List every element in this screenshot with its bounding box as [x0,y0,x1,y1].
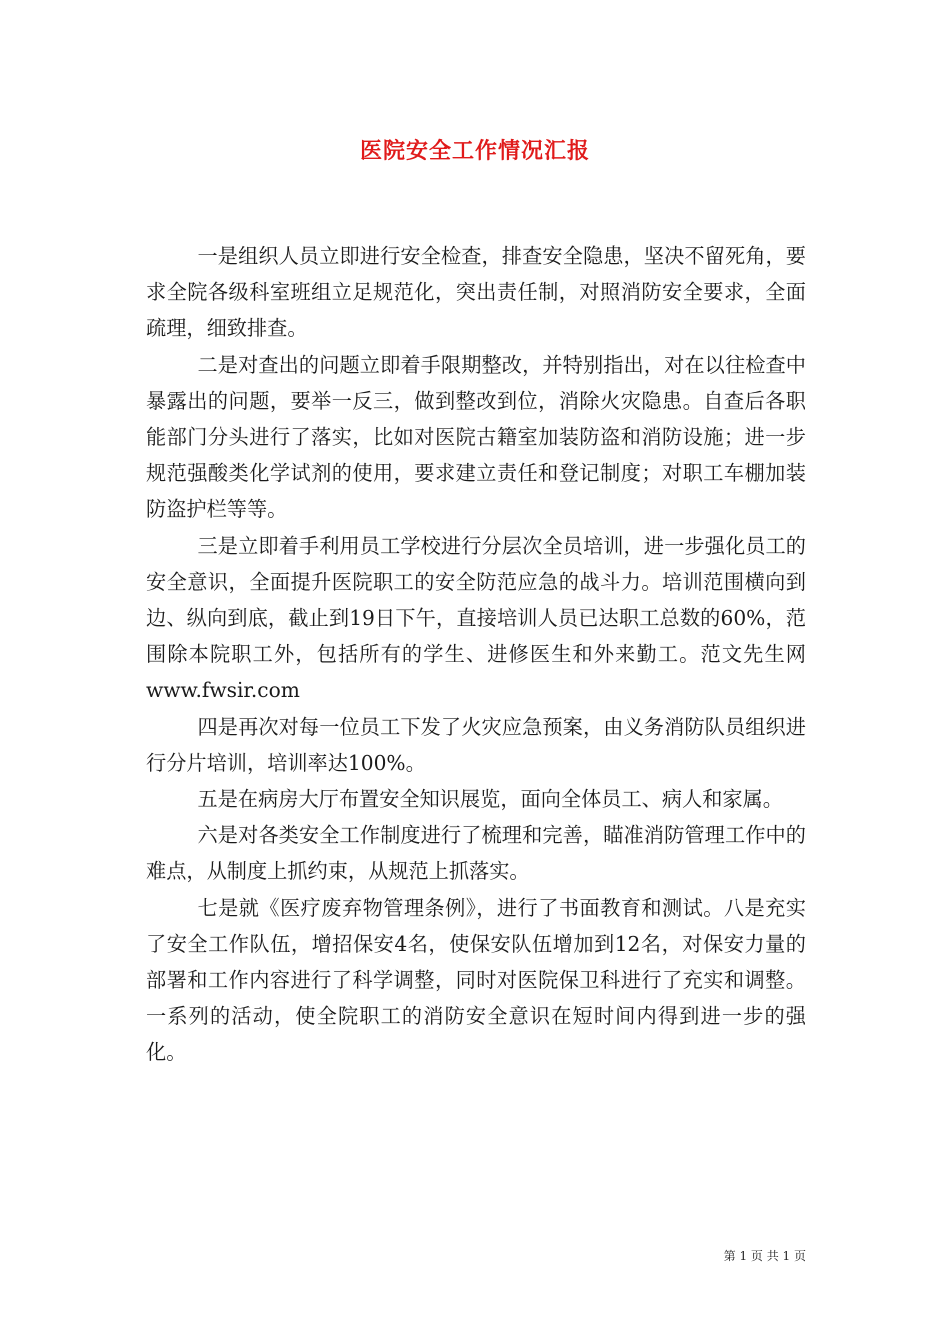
page-number-footer: 第 1 页 共 1 页 [723,1249,806,1263]
document-body [146,238,806,1071]
document-title: 医院安全工作情况汇报 [359,138,590,164]
paragraph-3: 三是立即着手利用员工学校进行分层次全员培训，进一步强化员工的安全意识，全面提升医院职工的安全防范应急的战斗力。培训范围横向到边、纵向到底，截止到19日下午，直接培训人员已达职工总数的60%，范围除本院职工外，包括所有的学生、进修医生和外来勤工。范文先生网www.fwsir.com [146,533,806,703]
paragraph-6: 六是对各类安全工作制度进行了梳理和完善，瞄准消防管理工作中的难点，从制度上抓约束，从规范上抓落实。 [146,823,806,884]
paragraph-2: 二是对查出的问题立即着手限期整改，并特别指出，对在以往检查中暴露出的问题，要举一反三，做到整改到位，消除火灾隐患。自查后各职能部门分头进行了落实，比如对医院古籍室加装防盗和消防设施；进一步规范强酸类化学试剂的使用，要求建立责任和登记制度；对职工车棚加装防盗护栏等等。 [146,352,806,522]
paragraph-1: 一是组织人员立即进行安全检查，排查安全隐患，坚决不留死角，要求全院各级科室班组立足规范化，突出责任制，对照消防安全要求，全面疏理，细致排查。 [146,244,806,341]
paragraph-4: 四是再次对每一位员工下发了火灾应急预案，由义务消防队员组织进行分片培训，培训率达100%。 [146,714,806,775]
paragraph-5: 五是在病房大厅布置安全知识展览，面向全体员工、病人和家属。 [197,787,783,812]
paragraph-7: 七是就《医疗废弃物管理条例》，进行了书面教育和测试。八是充实了安全工作队伍，增招保安4名，使保安队伍增加到12名，对保安力量的部署和工作内容进行了科学调整，同时对医院保卫科进行了充实和调整。一系列的活动，使全院职工的消防安全意识在短时间内得到进一步的强化。 [146,895,806,1065]
